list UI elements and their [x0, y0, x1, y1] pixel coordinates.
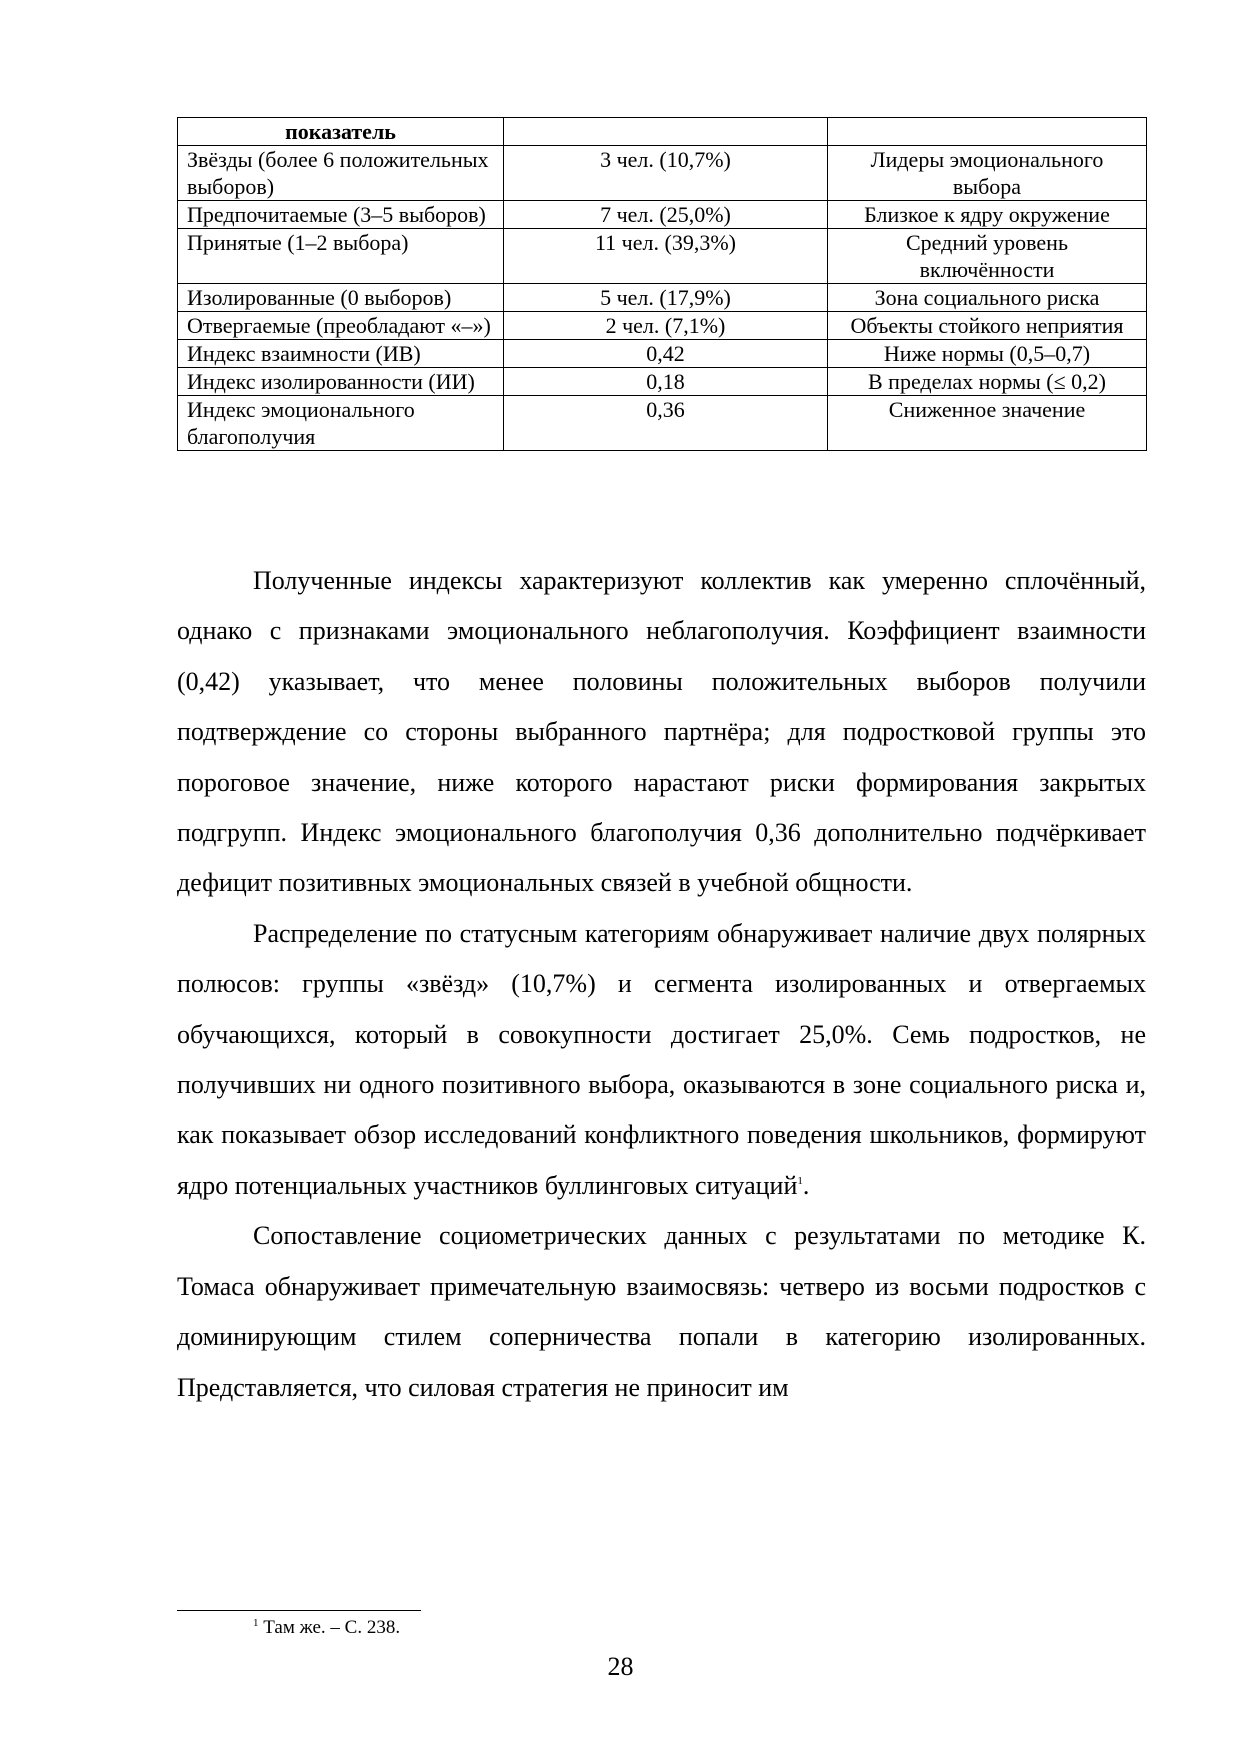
table-cell-interpretation: В пределах нормы (≤ 0,2): [828, 368, 1147, 396]
table-row: [178, 368, 1147, 396]
table-cell-value: 0,42: [504, 340, 828, 368]
table-cell-value: 5 чел. (17,9%): [504, 284, 828, 312]
table-header-cell: [504, 118, 828, 146]
footnote-separator: [177, 1610, 421, 1611]
paragraph: [177, 556, 1146, 909]
table-cell-indicator: Предпочитаемые (3–5 выборов): [178, 201, 504, 229]
table-cell-indicator: Индекс взаимности (ИВ): [178, 340, 504, 368]
footnote-reference[interactable]: 1: [797, 1174, 803, 1187]
table-cell-value: 0,18: [504, 368, 828, 396]
table-cell-indicator: Индекс изолированности (ИИ): [178, 368, 504, 396]
table-row: [178, 229, 1147, 284]
page-number: 28: [607, 1652, 634, 1681]
body-text: [177, 556, 1146, 1413]
table-header-cell: [828, 118, 1147, 146]
table-cell-interpretation: Близкое к ядру окружение: [828, 201, 1147, 229]
paragraph: [177, 909, 1146, 1211]
footnote-marker: 1: [253, 1617, 259, 1629]
sociometry-table: [177, 117, 1147, 451]
table-header-cell: показатель: [178, 118, 504, 146]
table-cell-interpretation: Зона социального риска: [828, 284, 1147, 312]
table-cell-interpretation: Средний уровень включённости: [828, 229, 1147, 284]
table-row: [178, 396, 1147, 451]
table-row: [178, 312, 1147, 340]
paragraph-text: Распределение по статусным категориям обнаруживает наличие двух полярных полюсов: группы «звёзд» (10,7%) и сегмента изолированных и отвергаемых обучающихся, который в совокупности достигает 25,0%. Семь подростков, не получивших ни одного позитивного выбора, оказываются в зоне социального риска и, как показывает обзор исследований конфликтного поведения школьников, формируют ядро потенциальных участников буллинговых ситуаций: [177, 918, 1146, 1200]
table-cell-value: 7 чел. (25,0%): [504, 201, 828, 229]
table-header-row: [178, 118, 1147, 146]
table-cell-interpretation: Лидеры эмоционального выбора: [828, 146, 1147, 201]
table-row: [178, 284, 1147, 312]
table-cell-value: 2 чел. (7,1%): [504, 312, 828, 340]
table-cell-indicator: Принятые (1–2 выбора): [178, 229, 504, 284]
table-row: [178, 146, 1147, 201]
table-row: [178, 340, 1147, 368]
table-cell-indicator: Изолированные (0 выборов): [178, 284, 504, 312]
paragraph-end: .: [802, 1170, 810, 1200]
paragraph: [177, 1211, 1146, 1413]
footnote: [253, 1616, 400, 1640]
table-cell-interpretation: Объекты стойкого неприятия: [828, 312, 1147, 340]
paragraph-text: Полученные индексы характеризуют коллектив как умеренно сплочённый, однако с признаками эмоционального неблагополучия. Коэффициент взаимности (0,42) указывает, что менее половины положительных выборов получили подтверждение со стороны выбранного партнёра; для подростковой группы это пороговое значение, ниже которого нарастают риски формирования закрытых подгрупп. Индекс эмоционального благополучия 0,36 дополнительно подчёркивает дефицит позитивных эмоциональных связей в учебной общности.: [177, 566, 1146, 898]
table-cell-indicator: Индекс эмоционального благополучия: [178, 396, 504, 451]
table-row: [178, 201, 1147, 229]
table-cell-value: 0,36: [504, 396, 828, 451]
paragraph-text: Сопоставление социометрических данных с результатами по методике К. Томаса обнаруживает примечательную взаимосвязь: четверо из восьми подростков с доминирующим стилем соперничества попали в категорию изолированных. Представляется, что силовая стратегия не приносит им: [177, 1221, 1146, 1402]
table-cell-interpretation: Ниже нормы (0,5–0,7): [828, 340, 1147, 368]
footnote-text: Там же. – С. 238.: [258, 1617, 401, 1638]
table-cell-indicator: Звёзды (более 6 положительных выборов): [178, 146, 504, 201]
table-cell-value: 11 чел. (39,3%): [504, 229, 828, 284]
table-cell-indicator: Отвергаемые (преобладают «–»): [178, 312, 504, 340]
table-cell-interpretation: Сниженное значение: [828, 396, 1147, 451]
table-cell-value: 3 чел. (10,7%): [504, 146, 828, 201]
